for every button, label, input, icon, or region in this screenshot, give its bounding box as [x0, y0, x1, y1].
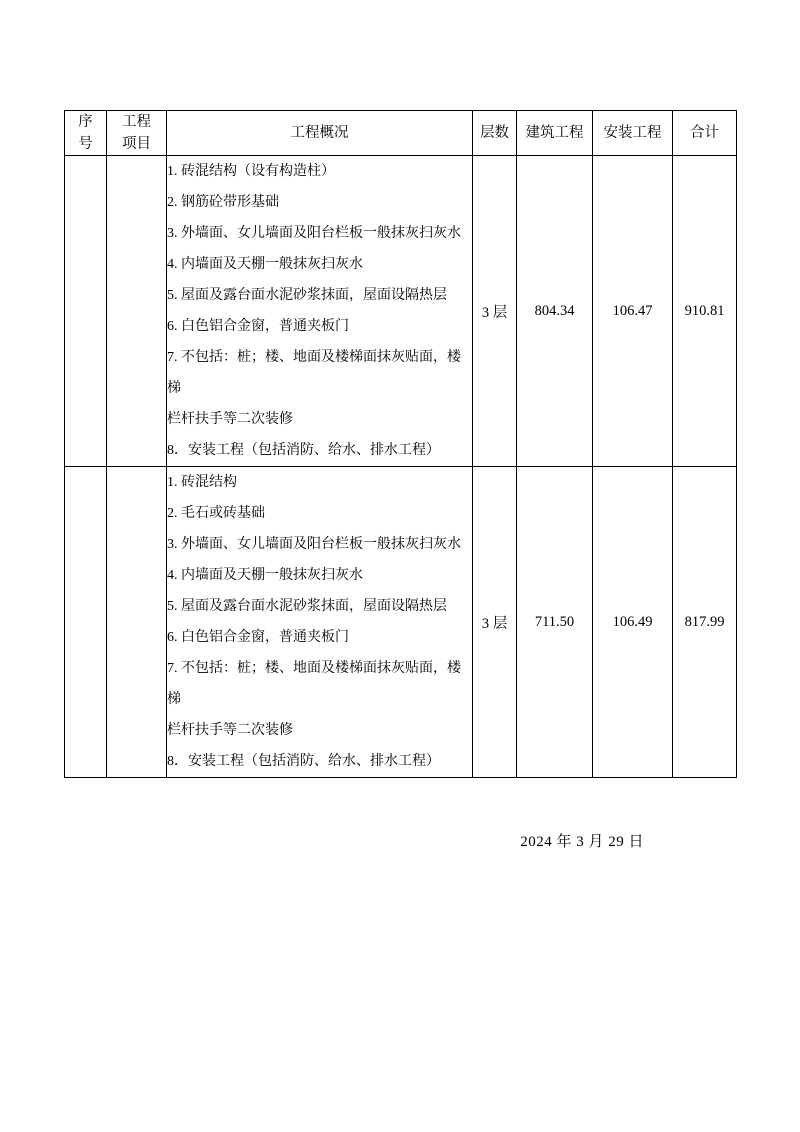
cell-sequence: [65, 156, 107, 467]
overview-line: 2. 钢筋砼带形基础: [167, 195, 279, 210]
cell-project: [107, 156, 167, 467]
cell-project: [107, 467, 167, 778]
overview-line: 1. 砖混结构: [167, 475, 237, 490]
column-header-project: [107, 111, 167, 156]
overview-line: 4. 内墙面及天棚一般抹灰扫灰水: [167, 257, 363, 272]
overview-line: 7. 不包括：桩；楼、地面及楼梯面抹灰贴面，楼梯: [167, 661, 461, 707]
document-date: 2024 年 3 月 29 日: [520, 834, 644, 850]
cell-installation-works: 106.49: [593, 467, 673, 778]
overview-line: 5. 屋面及露台面水泥砂浆抹面，屋面设隔热层: [167, 288, 447, 303]
overview-line: 3. 外墙面、女儿墙面及阳台栏板一般抹灰扫灰水: [167, 537, 461, 552]
cell-sequence: [65, 467, 107, 778]
overview-line: 6. 白色铝合金窗，普通夹板门: [167, 630, 349, 645]
overview-line: 6. 白色铝合金窗，普通夹板门: [167, 319, 349, 334]
overview-line: 2. 毛石或砖基础: [167, 506, 265, 521]
table-row: [65, 467, 737, 778]
column-header-building-works: 建筑工程: [517, 111, 593, 156]
column-header-sequence: [65, 111, 107, 156]
cell-overview: [167, 467, 473, 778]
column-header-sequence-line1: 序: [78, 114, 93, 130]
column-header-floors: 层数: [473, 111, 517, 156]
cell-floors: 3 层: [473, 467, 517, 778]
overview-line: 栏杆扶手等二次装修: [167, 723, 293, 738]
cell-overview: [167, 156, 473, 467]
table-row: [65, 156, 737, 467]
engineering-summary-table: [64, 110, 737, 778]
cell-floors: 3 层: [473, 156, 517, 467]
table-header-row: [65, 111, 737, 156]
cell-building-works: 711.50: [517, 467, 593, 778]
overview-line: 3. 外墙面、女儿墙面及阳台栏板一般抹灰扫灰水: [167, 226, 461, 241]
overview-line: 1. 砖混结构（设有构造柱）: [167, 164, 335, 179]
overview-line: 4. 内墙面及天棚一般抹灰扫灰水: [167, 568, 363, 583]
column-header-sequence-line2: 号: [78, 136, 93, 152]
overview-line: 7. 不包括：桩；楼、地面及楼梯面抹灰贴面，楼梯: [167, 350, 461, 396]
column-header-project-line2: 项目: [122, 136, 151, 152]
cell-total: 817.99: [673, 467, 737, 778]
overview-line: 8．安装工程（包括消防、给水、排水工程）: [167, 754, 440, 769]
cell-building-works: 804.34: [517, 156, 593, 467]
overview-line: 5. 屋面及露台面水泥砂浆抹面，屋面设隔热层: [167, 599, 447, 614]
overview-line: 8．安装工程（包括消防、给水、排水工程）: [167, 443, 440, 458]
column-header-project-line1: 工程: [122, 114, 151, 130]
column-header-installation-works: 安装工程: [593, 111, 673, 156]
cell-total: 910.81: [673, 156, 737, 467]
overview-line: 栏杆扶手等二次装修: [167, 412, 293, 427]
column-header-total: 合计: [673, 111, 737, 156]
cell-installation-works: 106.47: [593, 156, 673, 467]
column-header-overview: 工程概况: [167, 111, 473, 156]
